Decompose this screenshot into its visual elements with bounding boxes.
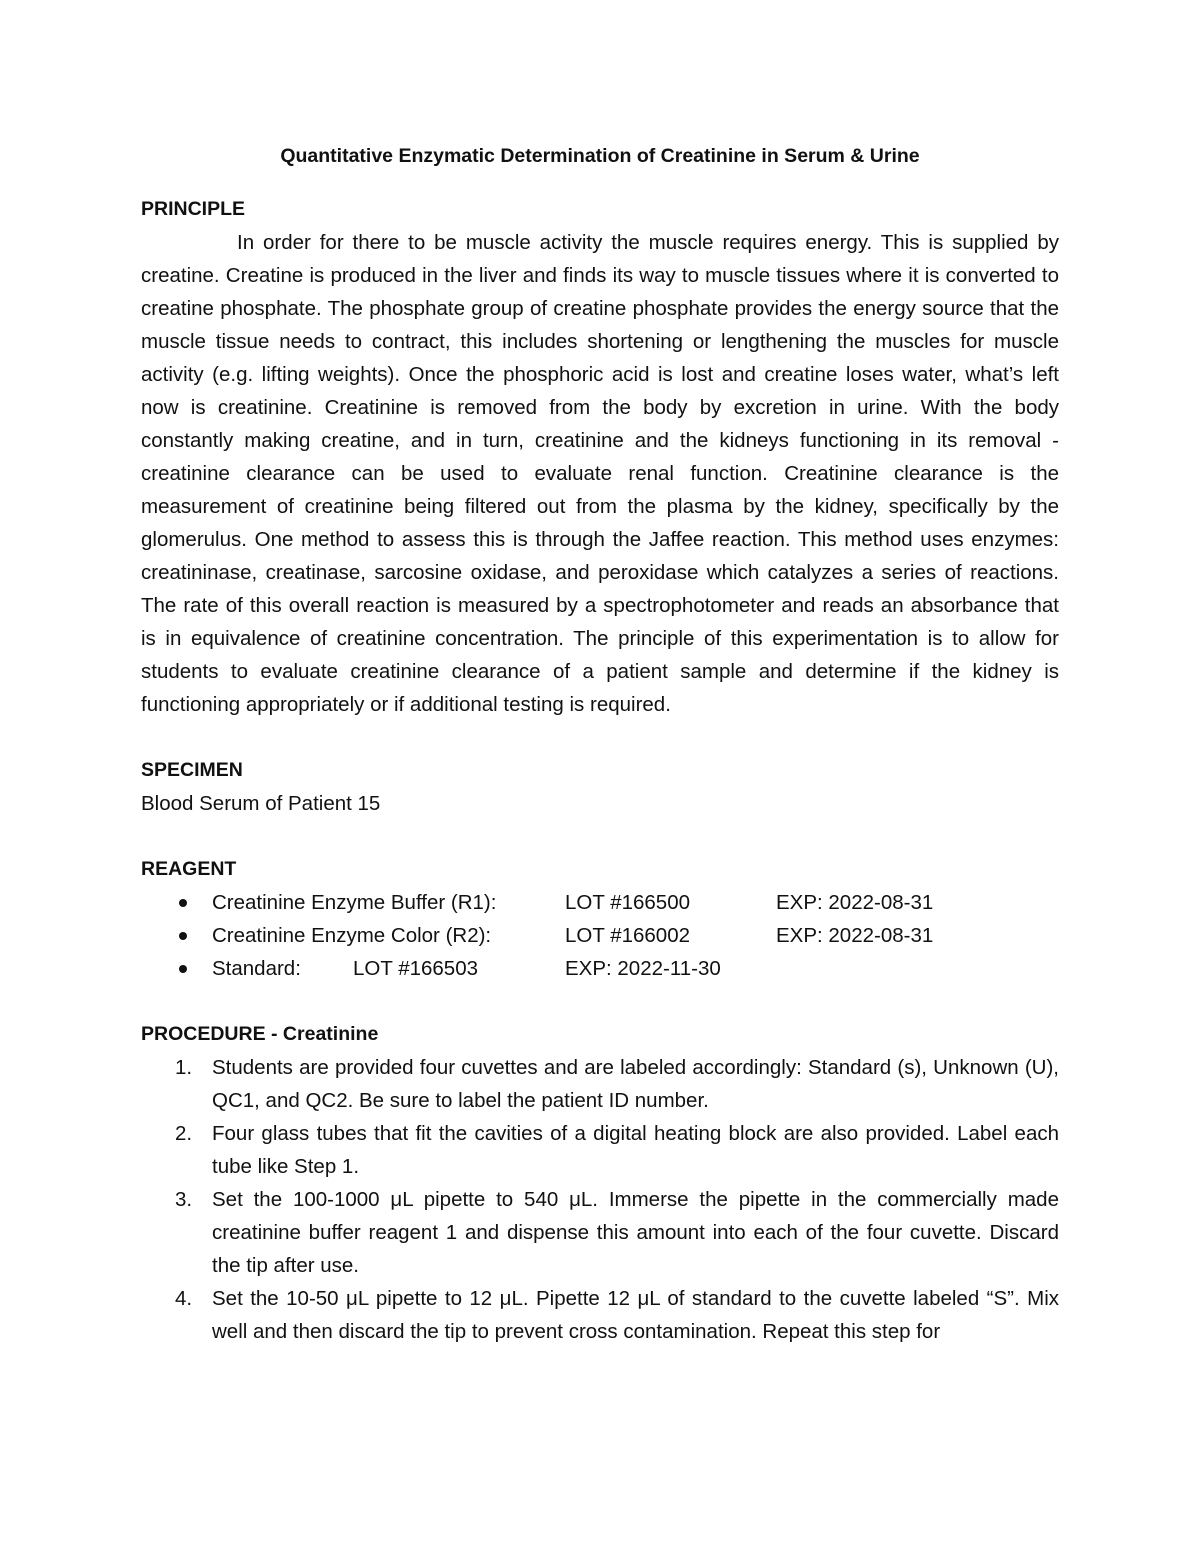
bullet-icon [179, 965, 187, 973]
step-number: 1. [175, 1056, 193, 1079]
reagent-lot: LOT #166500 [565, 891, 691, 914]
document-title: Quantitative Enzymatic Determination of Creatinine in Serum & Urine [280, 145, 920, 167]
section-gap [141, 721, 1059, 754]
specimen-text: Blood Serum of Patient 15 [141, 792, 381, 815]
step-number: 2. [175, 1122, 193, 1145]
principle-paragraph: In order for there to be muscle activity the muscle requires energy. This is supplied by creatine. Creatine is produced in the liver and finds its way to muscle tissues where it is converted to creatine phosphate. The phosphate group of creatine phosphate provides the energy source that the muscle tissue needs to contract, this includes shortening or lengthening the muscles for muscle activity (e.g. lifting weights). Once the phosphoric acid is lost and creatine loses water, what’s left now is creatinine. Creatinine is removed from the body by excretion in urine. With the body constantly making creatine, and in turn, creatinine and the kidneys functioning in its removal - creatinine clearance can be used to evaluate renal function. Creatinine clearance is the measurement of creatinine being filtered out from the plasma by the kidney, specifically by the glomerulus. One method to assess this is through the Jaffee reaction. This method uses enzymes: creatininase, creatinase, sarcosine oxidase, and peroxidase which catalyzes a series of reactions. The rate of this overall reaction is measured by a spectrophotometer and reads an absorbance that is in equivalence of creatinine concentration. The principle of this experimentation is to allow for students to evaluate creatinine clearance of a patient sample and determine if the kidney is functioning appropriately or if additional testing is required. [141, 231, 1059, 716]
reagent-name: Creatinine Enzyme Buffer (R1): [212, 891, 497, 914]
procedure-step [141, 1117, 1059, 1183]
reagent-name: Creatinine Enzyme Color (R2): [212, 924, 492, 947]
step-text: Four glass tubes that fit the cavities of a digital heating block are also provided. Label each tube like Step 1. [212, 1122, 1059, 1178]
section-gap [141, 985, 1059, 1018]
reagent-list [141, 886, 1059, 985]
reagent-lot: LOT #166503 [353, 957, 479, 980]
document-page [141, 140, 1059, 1348]
step-text: Students are provided four cuvettes and are labeled accordingly: Standard (s), Unknown (U), QC1, and QC2. Be sure to label the patient ID number. [212, 1056, 1059, 1112]
step-number: 4. [175, 1287, 193, 1310]
step-text: Set the 100-1000 μL pipette to 540 μL. Immerse the pipette in the commercially made creatinine buffer reagent 1 and dispense this amount into each of the four cuvette. Discard the tip after use. [212, 1188, 1059, 1277]
step-text: Set the 10-50 μL pipette to 12 μL. Pipette 12 μL of standard to the cuvette labeled “S”. Mix well and then discard the tip to prevent cross contamination. Repeat this step for [212, 1287, 1059, 1343]
reagent-exp: EXP: 2022-11-30 [565, 957, 721, 980]
principle-heading: PRINCIPLE [141, 198, 246, 220]
reagent-exp: EXP: 2022-08-31 [776, 924, 934, 947]
specimen-heading: SPECIMEN [141, 759, 243, 781]
procedure-heading: PROCEDURE - Creatinine [141, 1023, 379, 1045]
reagent-heading: REAGENT [141, 858, 237, 880]
step-number: 3. [175, 1188, 193, 1211]
reagent-name: Standard: [212, 957, 301, 980]
bullet-icon [179, 932, 187, 940]
reagent-lot: LOT #166002 [565, 924, 691, 947]
procedure-step [141, 1051, 1059, 1117]
procedure-steps [141, 1051, 1059, 1348]
reagent-item-r2 [141, 919, 1059, 952]
procedure-step [141, 1183, 1059, 1282]
section-gap [141, 820, 1059, 853]
reagent-item-r1 [141, 886, 1059, 919]
reagent-exp: EXP: 2022-08-31 [776, 891, 934, 914]
procedure-step [141, 1282, 1059, 1348]
reagent-item-standard [141, 952, 1059, 985]
bullet-icon [179, 899, 187, 907]
